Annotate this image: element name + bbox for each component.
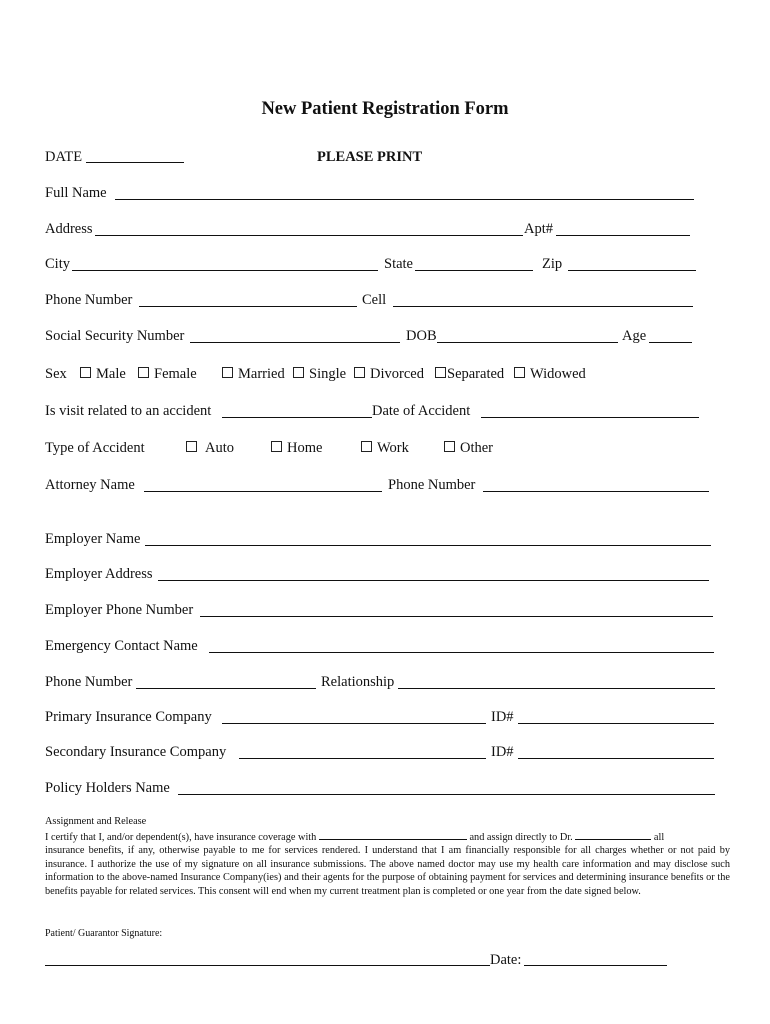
- male-option[interactable]: [80, 365, 126, 383]
- cell-label: Cell: [362, 292, 387, 308]
- female-checkbox[interactable]: [138, 367, 149, 378]
- married-checkbox[interactable]: [222, 367, 233, 378]
- phone-number-field[interactable]: [139, 306, 357, 307]
- primary-insurance-field[interactable]: [222, 723, 486, 724]
- single-option[interactable]: [293, 365, 346, 383]
- assignment-body: insurance benefits, if any, otherwise payable to me for services rendered. I understand that I am financially responsible for all charges whether or not paid by insurance. I authorize the use of my signature on all insurance submissions. The above named doctor may use my health care information and may disclose such information to the above-named Insurance Company(ies) and their agents for the purpose of obtaining payment for services and determining insurance benefits or the benefits payable for related services. This consent will end when my current treatment plan is completed or one year from the date signed below.: [45, 845, 730, 897]
- separated-label: Separated: [447, 366, 505, 382]
- age-field[interactable]: [649, 342, 692, 343]
- ssn-label: Social Security Number: [45, 328, 185, 344]
- other-checkbox[interactable]: [444, 441, 455, 452]
- date-field[interactable]: [86, 162, 184, 163]
- married-label: Married: [238, 366, 285, 382]
- visit-related-label: Is visit related to an accident: [45, 403, 212, 419]
- work-label: Work: [377, 440, 409, 456]
- full-name-field[interactable]: [115, 199, 694, 200]
- primary-id-label: ID#: [491, 709, 514, 725]
- single-checkbox[interactable]: [293, 367, 304, 378]
- separated-checkbox[interactable]: [435, 367, 446, 378]
- secondary-id-label: ID#: [491, 744, 514, 760]
- address-field[interactable]: [95, 235, 523, 236]
- work-checkbox[interactable]: [361, 441, 372, 452]
- secondary-insurance-label: Secondary Insurance Company: [45, 744, 227, 760]
- divorced-option[interactable]: [354, 365, 424, 383]
- doctor-name-field[interactable]: [575, 829, 651, 840]
- city-label: City: [45, 256, 70, 272]
- attorney-phone-field[interactable]: [483, 491, 709, 492]
- employer-phone-field[interactable]: [200, 616, 713, 617]
- zip-field[interactable]: [568, 270, 696, 271]
- primary-insurance-label: Primary Insurance Company: [45, 709, 212, 725]
- assignment-heading: Assignment and Release: [45, 816, 147, 827]
- married-option[interactable]: [222, 365, 285, 383]
- zip-label: Zip: [542, 256, 563, 272]
- male-label: Male: [96, 366, 126, 382]
- dob-field[interactable]: [437, 342, 618, 343]
- attorney-name-field[interactable]: [144, 491, 382, 492]
- form-title: New Patient Registration Form: [261, 99, 509, 119]
- female-option[interactable]: [138, 365, 197, 383]
- widowed-option[interactable]: [514, 365, 586, 383]
- ssn-field[interactable]: [190, 342, 400, 343]
- type-of-accident-label: Type of Accident: [45, 440, 145, 456]
- widowed-checkbox[interactable]: [514, 367, 525, 378]
- cell-field[interactable]: [393, 306, 693, 307]
- attorney-name-label: Attorney Name: [45, 477, 135, 493]
- secondary-id-field[interactable]: [518, 758, 714, 759]
- date-label: DATE: [45, 149, 83, 165]
- employer-name-label: Employer Name: [45, 531, 141, 547]
- insurance-coverage-field[interactable]: [319, 829, 467, 840]
- signature-label: Patient/ Guarantor Signature:: [45, 928, 163, 939]
- divorced-checkbox[interactable]: [354, 367, 365, 378]
- employer-address-field[interactable]: [158, 580, 709, 581]
- employer-address-label: Employer Address: [45, 566, 153, 582]
- separated-option[interactable]: [435, 365, 504, 383]
- relationship-field[interactable]: [398, 688, 715, 689]
- home-label: Home: [287, 440, 323, 456]
- assignment-line1-c: all: [653, 831, 665, 843]
- other-label: Other: [460, 440, 494, 456]
- emergency-contact-label: Emergency Contact Name: [45, 638, 198, 654]
- policy-holder-field[interactable]: [178, 794, 715, 795]
- policy-holder-label: Policy Holders Name: [45, 780, 170, 796]
- other-option[interactable]: [444, 439, 493, 457]
- employer-name-field[interactable]: [145, 545, 711, 546]
- widowed-label: Widowed: [530, 366, 586, 382]
- single-label: Single: [309, 366, 347, 382]
- auto-label: Auto: [205, 440, 234, 456]
- signature-date-label: Date:: [490, 952, 522, 968]
- divorced-label: Divorced: [370, 366, 424, 382]
- state-label: State: [384, 256, 413, 272]
- emergency-phone-label: Phone Number: [45, 674, 133, 690]
- assignment-line1-a: I certify that I, and/or dependent(s), have insurance coverage with: [45, 831, 317, 843]
- age-label: Age: [622, 328, 647, 344]
- employer-phone-label: Employer Phone Number: [45, 602, 194, 618]
- assignment-line1-b: and assign directly to Dr.: [469, 831, 573, 843]
- work-option[interactable]: [361, 439, 409, 457]
- dob-label: DOB: [406, 328, 437, 344]
- address-label: Address: [45, 221, 93, 237]
- assignment-first-line: [45, 829, 730, 845]
- visit-related-field[interactable]: [222, 417, 372, 418]
- home-checkbox[interactable]: [271, 441, 282, 452]
- signature-field[interactable]: [45, 965, 490, 966]
- home-option[interactable]: [271, 439, 322, 457]
- date-of-accident-label: Date of Accident: [372, 403, 471, 419]
- relationship-label: Relationship: [321, 674, 395, 690]
- date-of-accident-field[interactable]: [481, 417, 699, 418]
- signature-date-field[interactable]: [524, 965, 667, 966]
- emergency-contact-field[interactable]: [209, 652, 714, 653]
- sex-label: Sex: [45, 366, 67, 382]
- state-field[interactable]: [415, 270, 533, 271]
- secondary-insurance-field[interactable]: [239, 758, 486, 759]
- apt-field[interactable]: [556, 235, 690, 236]
- city-field[interactable]: [72, 270, 378, 271]
- attorney-phone-label: Phone Number: [388, 477, 476, 493]
- emergency-phone-field[interactable]: [136, 688, 316, 689]
- please-print-label: PLEASE PRINT: [317, 149, 423, 165]
- female-label: Female: [154, 366, 197, 382]
- phone-number-label: Phone Number: [45, 292, 133, 308]
- auto-checkbox[interactable]: [186, 441, 197, 452]
- primary-id-field[interactable]: [518, 723, 714, 724]
- full-name-label: Full Name: [45, 185, 107, 201]
- male-checkbox[interactable]: [80, 367, 91, 378]
- auto-option[interactable]: [186, 439, 234, 457]
- assignment-paragraph: [45, 815, 730, 898]
- apt-label: Apt#: [524, 221, 553, 237]
